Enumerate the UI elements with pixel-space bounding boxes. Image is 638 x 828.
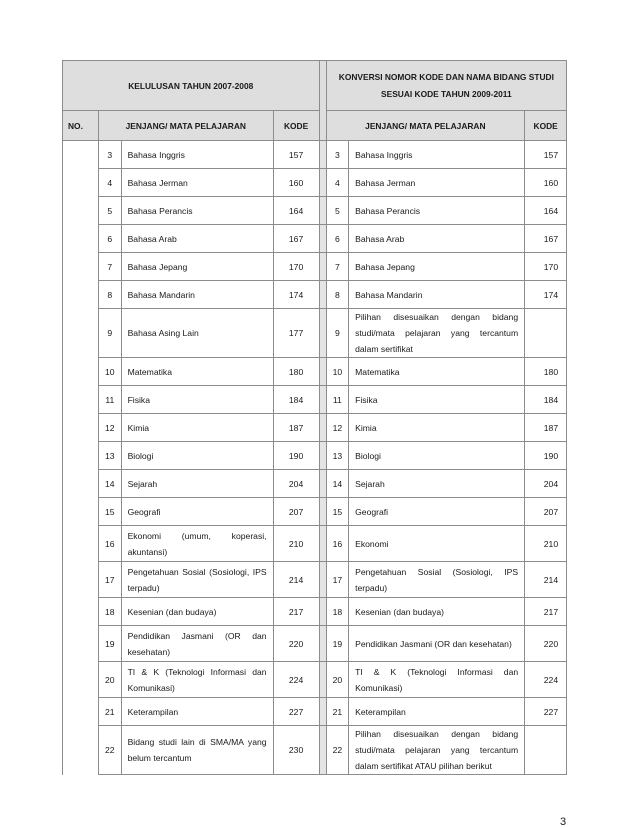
table-row bbox=[63, 358, 567, 386]
row-number-left: 15 bbox=[99, 498, 122, 526]
table-row bbox=[63, 562, 567, 598]
subject-left: Geografi bbox=[121, 498, 273, 526]
column-header-row bbox=[63, 111, 567, 141]
column-divider bbox=[319, 470, 326, 498]
subject-right: Bahasa Arab bbox=[349, 225, 525, 253]
row-number-left: 12 bbox=[99, 414, 122, 442]
subject-left: Bahasa Inggris bbox=[121, 141, 273, 169]
row-number-left: 7 bbox=[99, 253, 122, 281]
subject-right: Bahasa Inggris bbox=[349, 141, 525, 169]
code-left: 217 bbox=[273, 598, 319, 626]
row-number-right: 6 bbox=[326, 225, 349, 253]
subject-right: Geografi bbox=[349, 498, 525, 526]
code-left: 167 bbox=[273, 225, 319, 253]
row-number-left: 22 bbox=[99, 726, 122, 775]
row-spacer bbox=[63, 470, 99, 498]
column-divider bbox=[319, 662, 326, 698]
subject-left: Biologi bbox=[121, 442, 273, 470]
code-left: 157 bbox=[273, 141, 319, 169]
row-spacer bbox=[63, 225, 99, 253]
code-right: 157 bbox=[525, 141, 567, 169]
code-right: 164 bbox=[525, 197, 567, 225]
header-jenjang-left: JENJANG/ MATA PELAJARAN bbox=[99, 111, 274, 141]
subject-left: Kesenian (dan budaya) bbox=[121, 598, 273, 626]
code-right: 160 bbox=[525, 169, 567, 197]
column-divider bbox=[319, 562, 326, 598]
table-row bbox=[63, 626, 567, 662]
row-spacer bbox=[63, 386, 99, 414]
page-number: 3 bbox=[560, 816, 567, 828]
code-right: 220 bbox=[525, 626, 567, 662]
row-number-left: 21 bbox=[99, 698, 122, 726]
subject-right: Pilihan disesuaikan dengan bidang studi/mata pelajaran yang tercantum dalam sertifikat ATAU pilihan berikut bbox=[349, 726, 525, 775]
code-left: 204 bbox=[273, 470, 319, 498]
row-number-right: 18 bbox=[326, 598, 349, 626]
subject-left: Pendidikan Jasmani (OR dan kesehatan) bbox=[121, 626, 273, 662]
table-row bbox=[63, 281, 567, 309]
row-number-right: 3 bbox=[326, 141, 349, 169]
column-divider bbox=[319, 225, 326, 253]
subject-right: Ekonomi bbox=[349, 526, 525, 562]
row-number-right: 20 bbox=[326, 662, 349, 698]
code-right: 184 bbox=[525, 386, 567, 414]
subject-right: Biologi bbox=[349, 442, 525, 470]
row-number-left: 8 bbox=[99, 281, 122, 309]
column-divider bbox=[319, 197, 326, 225]
subject-right: TI & K (Teknologi Informasi dan Komunikasi) bbox=[349, 662, 525, 698]
code-left: 224 bbox=[273, 662, 319, 698]
code-left: 220 bbox=[273, 626, 319, 662]
subject-left: Bahasa Arab bbox=[121, 225, 273, 253]
column-divider bbox=[319, 526, 326, 562]
row-number-right: 9 bbox=[326, 309, 349, 358]
code-right: 190 bbox=[525, 442, 567, 470]
subject-left: Sejarah bbox=[121, 470, 273, 498]
header-no: NO. bbox=[63, 111, 99, 141]
column-divider bbox=[319, 726, 326, 775]
code-left: 210 bbox=[273, 526, 319, 562]
subject-right: Keterampilan bbox=[349, 698, 525, 726]
code-right: 170 bbox=[525, 253, 567, 281]
code-right: 227 bbox=[525, 698, 567, 726]
row-number-right: 5 bbox=[326, 197, 349, 225]
header-kode-right: KODE bbox=[525, 111, 567, 141]
column-divider bbox=[319, 253, 326, 281]
row-number-left: 18 bbox=[99, 598, 122, 626]
row-spacer bbox=[63, 197, 99, 225]
row-number-right: 11 bbox=[326, 386, 349, 414]
row-number-left: 13 bbox=[99, 442, 122, 470]
row-number-right: 14 bbox=[326, 470, 349, 498]
table-row bbox=[63, 526, 567, 562]
subject-right: Pendidikan Jasmani (OR dan kesehatan) bbox=[349, 626, 525, 662]
table-row bbox=[63, 225, 567, 253]
header-kode-left: KODE bbox=[273, 111, 319, 141]
code-left: 230 bbox=[273, 726, 319, 775]
table-row bbox=[63, 253, 567, 281]
row-number-right: 4 bbox=[326, 169, 349, 197]
code-right: 167 bbox=[525, 225, 567, 253]
column-divider bbox=[319, 386, 326, 414]
row-spacer bbox=[63, 141, 99, 169]
table-row bbox=[63, 662, 567, 698]
subject-right: Bahasa Jepang bbox=[349, 253, 525, 281]
table-row bbox=[63, 414, 567, 442]
subject-right: Pengetahuan Sosial (Sosiologi, IPS terpadu) bbox=[349, 562, 525, 598]
table-row bbox=[63, 169, 567, 197]
code-right: 174 bbox=[525, 281, 567, 309]
code-right: 187 bbox=[525, 414, 567, 442]
code-left: 170 bbox=[273, 253, 319, 281]
table-row bbox=[63, 698, 567, 726]
column-divider bbox=[319, 698, 326, 726]
subject-left: Fisika bbox=[121, 386, 273, 414]
header-jenjang-right: JENJANG/ MATA PELAJARAN bbox=[326, 111, 525, 141]
subject-left: Bahasa Jepang bbox=[121, 253, 273, 281]
left-section-title: KELULUSAN TAHUN 2007-2008 bbox=[63, 61, 320, 111]
column-divider bbox=[319, 281, 326, 309]
row-spacer bbox=[63, 253, 99, 281]
code-right: 204 bbox=[525, 470, 567, 498]
table-row bbox=[63, 470, 567, 498]
subject-right: Sejarah bbox=[349, 470, 525, 498]
row-spacer bbox=[63, 309, 99, 358]
row-spacer bbox=[63, 526, 99, 562]
row-spacer bbox=[63, 562, 99, 598]
subject-left: Matematika bbox=[121, 358, 273, 386]
subject-right: Kesenian (dan budaya) bbox=[349, 598, 525, 626]
code-right: 210 bbox=[525, 526, 567, 562]
column-divider bbox=[319, 169, 326, 197]
subject-left: Ekonomi (umum, koperasi, akuntansi) bbox=[121, 526, 273, 562]
row-number-right: 19 bbox=[326, 626, 349, 662]
row-number-right: 7 bbox=[326, 253, 349, 281]
row-number-left: 9 bbox=[99, 309, 122, 358]
subject-right: Matematika bbox=[349, 358, 525, 386]
row-number-right: 12 bbox=[326, 414, 349, 442]
subject-left: Pengetahuan Sosial (Sosiologi, IPS terpadu) bbox=[121, 562, 273, 598]
code-right: 224 bbox=[525, 662, 567, 698]
column-divider bbox=[319, 309, 326, 358]
column-divider bbox=[319, 598, 326, 626]
column-divider bbox=[319, 442, 326, 470]
subject-right: Fisika bbox=[349, 386, 525, 414]
row-number-left: 14 bbox=[99, 470, 122, 498]
right-section-title: KONVERSI NOMOR KODE DAN NAMA BIDANG STUDI SESUAI KODE TAHUN 2009-2011 bbox=[326, 61, 567, 111]
table-row bbox=[63, 197, 567, 225]
code-right bbox=[525, 309, 567, 358]
row-spacer bbox=[63, 598, 99, 626]
subject-left: Keterampilan bbox=[121, 698, 273, 726]
table-row bbox=[63, 498, 567, 526]
code-left: 214 bbox=[273, 562, 319, 598]
code-left: 227 bbox=[273, 698, 319, 726]
subject-right: Bahasa Perancis bbox=[349, 197, 525, 225]
row-number-left: 10 bbox=[99, 358, 122, 386]
column-divider bbox=[319, 498, 326, 526]
subject-right: Pilihan disesuaikan dengan bidang studi/mata pelajaran yang tercantum dalam sertifikat bbox=[349, 309, 525, 358]
subject-left: TI & K (Teknologi Informasi dan Komunikasi) bbox=[121, 662, 273, 698]
row-number-left: 16 bbox=[99, 526, 122, 562]
row-spacer bbox=[63, 169, 99, 197]
subject-left: Bahasa Perancis bbox=[121, 197, 273, 225]
code-left: 184 bbox=[273, 386, 319, 414]
row-number-left: 11 bbox=[99, 386, 122, 414]
code-left: 190 bbox=[273, 442, 319, 470]
row-number-right: 22 bbox=[326, 726, 349, 775]
code-left: 177 bbox=[273, 309, 319, 358]
code-left: 180 bbox=[273, 358, 319, 386]
column-divider bbox=[319, 414, 326, 442]
row-number-right: 10 bbox=[326, 358, 349, 386]
subject-left: Bahasa Jerman bbox=[121, 169, 273, 197]
row-number-right: 17 bbox=[326, 562, 349, 598]
row-number-right: 13 bbox=[326, 442, 349, 470]
row-number-right: 8 bbox=[326, 281, 349, 309]
title-row bbox=[63, 61, 567, 111]
code-left: 187 bbox=[273, 414, 319, 442]
row-number-left: 20 bbox=[99, 662, 122, 698]
row-number-left: 19 bbox=[99, 626, 122, 662]
code-conversion-table bbox=[62, 60, 567, 775]
code-left: 207 bbox=[273, 498, 319, 526]
code-left: 174 bbox=[273, 281, 319, 309]
row-number-right: 15 bbox=[326, 498, 349, 526]
row-spacer bbox=[63, 281, 99, 309]
table-row bbox=[63, 386, 567, 414]
row-number-left: 6 bbox=[99, 225, 122, 253]
row-spacer bbox=[63, 442, 99, 470]
row-number-right: 16 bbox=[326, 526, 349, 562]
table-row bbox=[63, 141, 567, 169]
code-right: 217 bbox=[525, 598, 567, 626]
table-row bbox=[63, 726, 567, 775]
code-right bbox=[525, 726, 567, 775]
row-spacer bbox=[63, 662, 99, 698]
code-right: 207 bbox=[525, 498, 567, 526]
code-right: 214 bbox=[525, 562, 567, 598]
row-spacer bbox=[63, 626, 99, 662]
column-divider bbox=[319, 626, 326, 662]
row-spacer bbox=[63, 498, 99, 526]
column-divider bbox=[319, 141, 326, 169]
subject-right: Bahasa Mandarin bbox=[349, 281, 525, 309]
table-row bbox=[63, 309, 567, 358]
subject-right: Bahasa Jerman bbox=[349, 169, 525, 197]
subject-right: Kimia bbox=[349, 414, 525, 442]
code-left: 164 bbox=[273, 197, 319, 225]
row-spacer bbox=[63, 698, 99, 726]
table-row bbox=[63, 442, 567, 470]
row-number-left: 17 bbox=[99, 562, 122, 598]
subject-left: Kimia bbox=[121, 414, 273, 442]
column-divider bbox=[319, 358, 326, 386]
code-left: 160 bbox=[273, 169, 319, 197]
subject-left: Bahasa Mandarin bbox=[121, 281, 273, 309]
row-number-left: 5 bbox=[99, 197, 122, 225]
row-spacer bbox=[63, 414, 99, 442]
table-row bbox=[63, 598, 567, 626]
code-right: 180 bbox=[525, 358, 567, 386]
column-divider bbox=[319, 61, 326, 141]
subject-left: Bidang studi lain di SMA/MA yang belum tercantum bbox=[121, 726, 273, 775]
row-number-left: 3 bbox=[99, 141, 122, 169]
row-number-left: 4 bbox=[99, 169, 122, 197]
subject-left: Bahasa Asing Lain bbox=[121, 309, 273, 358]
row-spacer bbox=[63, 726, 99, 775]
row-number-right: 21 bbox=[326, 698, 349, 726]
row-spacer bbox=[63, 358, 99, 386]
